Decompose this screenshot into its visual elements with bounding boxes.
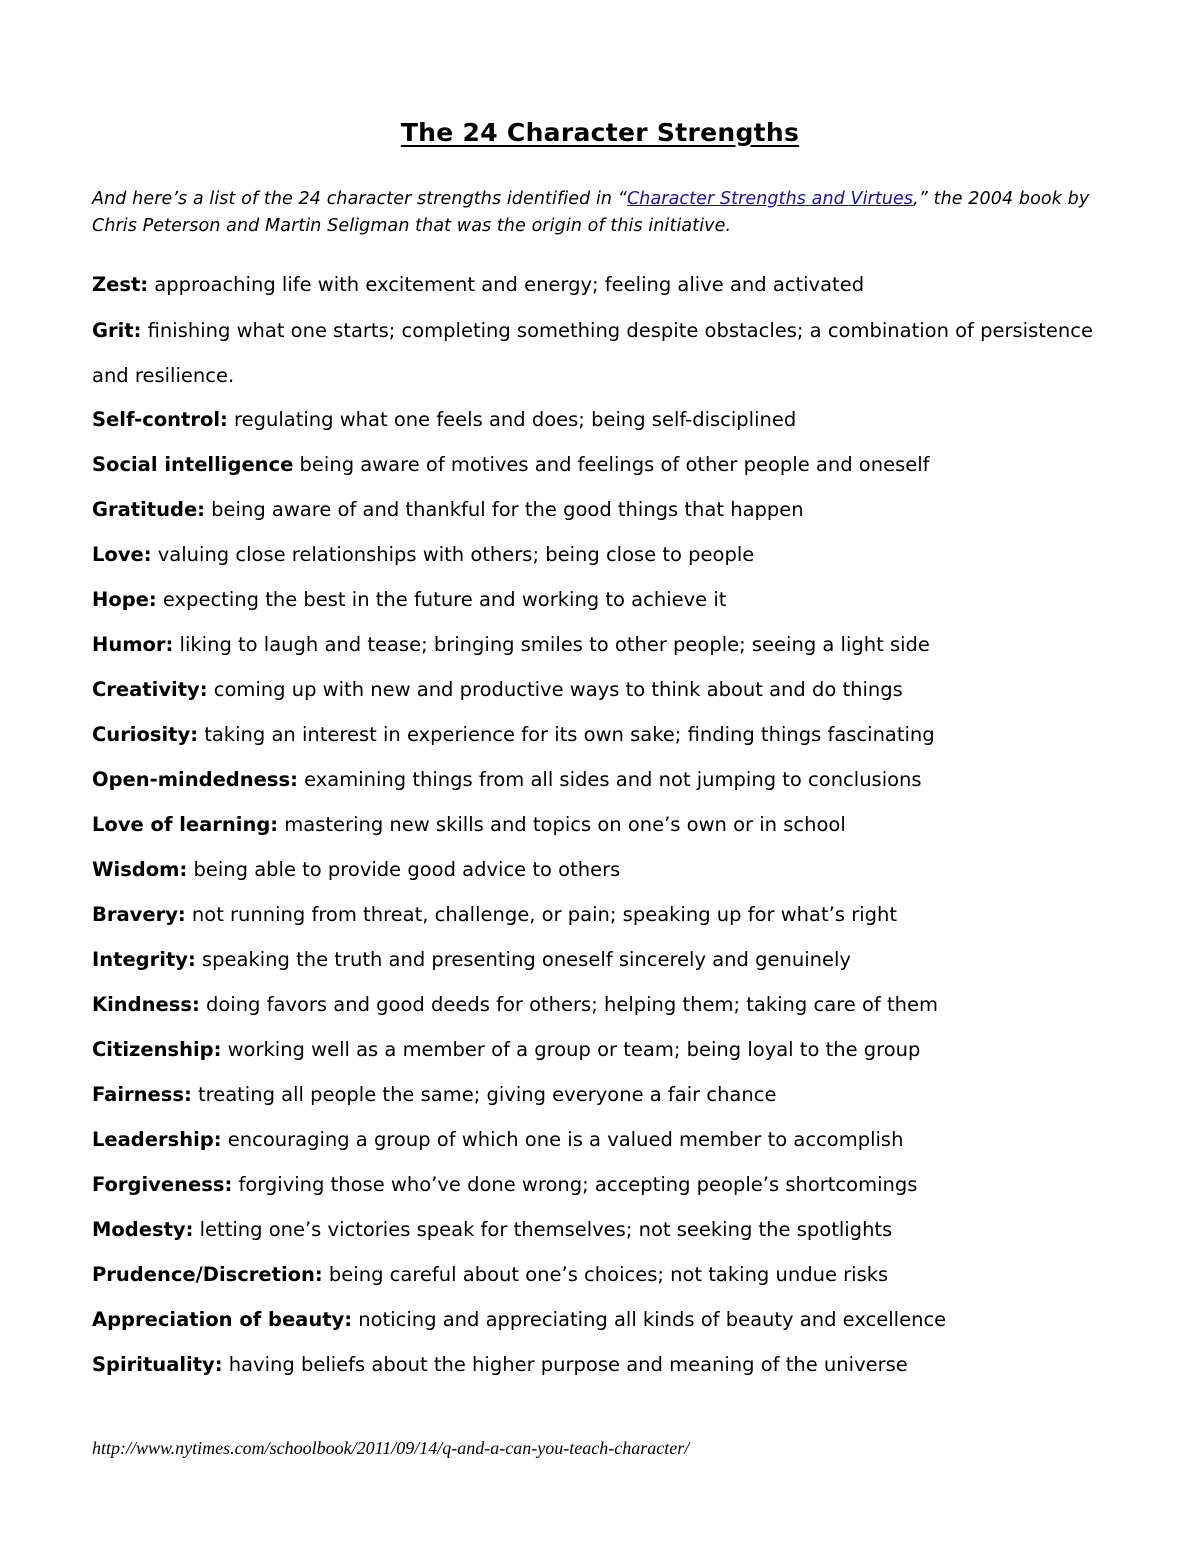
strength-term: Citizenship: <box>92 1038 222 1061</box>
strength-definition: speaking the truth and presenting oneself sincerely and genuinely <box>195 948 851 971</box>
strength-term: Bravery: <box>92 903 186 926</box>
strength-definition: expecting the best in the future and working to achieve it <box>156 588 727 611</box>
strength-item <box>92 1035 1132 1080</box>
strength-definition: being able to provide good advice to others <box>187 858 621 881</box>
strength-item <box>92 1260 1132 1305</box>
strength-item <box>92 585 1132 630</box>
strength-definition: forgiving those who’ve done wrong; accepting people’s shortcomings <box>232 1173 918 1196</box>
strength-item <box>92 810 1132 855</box>
strength-definition: encouraging a group of which one is a valued member to accomplish <box>221 1128 904 1151</box>
strength-definition: being aware of and thankful for the good things that happen <box>204 498 804 521</box>
strengths-list <box>92 270 1132 1395</box>
strength-item <box>92 855 1132 900</box>
strength-term: Modesty: <box>92 1218 194 1241</box>
strength-term: Gratitude: <box>92 498 205 521</box>
strength-term: Appreciation of beauty: <box>92 1308 353 1331</box>
strength-definition: liking to laugh and tease; bringing smiles to other people; seeing a light side <box>173 633 930 656</box>
strength-term: Love of learning: <box>92 813 279 836</box>
strength-definition: noticing and appreciating all kinds of beauty and excellence <box>352 1308 947 1331</box>
strength-definition: regulating what one feels and does; being self-disciplined <box>227 408 797 431</box>
strength-definition: examining things from all sides and not jumping to conclusions <box>297 768 922 791</box>
strength-item <box>92 900 1132 945</box>
strength-definition: treating all people the same; giving everyone a fair chance <box>191 1083 777 1106</box>
strength-item <box>92 308 1132 398</box>
strength-term: Love: <box>92 543 152 566</box>
strength-definition: approaching life with excitement and energy; feeling alive and activated <box>148 273 865 296</box>
strength-term: Grit: <box>92 319 142 342</box>
strength-item <box>92 1215 1132 1260</box>
strength-term: Curiosity: <box>92 723 199 746</box>
strength-term: Zest: <box>92 273 149 296</box>
strength-item <box>92 720 1132 765</box>
strength-item <box>92 1350 1132 1395</box>
strength-item <box>92 1125 1132 1170</box>
strength-definition: being careful about one’s choices; not taking undue risks <box>322 1263 889 1286</box>
intro-paragraph <box>92 186 1092 240</box>
strength-definition: having beliefs about the higher purpose and meaning of the universe <box>222 1353 908 1376</box>
strength-term: Creativity: <box>92 678 208 701</box>
strength-term: Forgiveness: <box>92 1173 233 1196</box>
strength-definition: coming up with new and productive ways to think about and do things <box>207 678 903 701</box>
strength-term: Open-mindedness: <box>92 768 298 791</box>
strength-definition: mastering new skills and topics on one’s own or in school <box>278 813 846 836</box>
strength-term: Kindness: <box>92 993 200 1016</box>
strength-term: Prudence/Discretion: <box>92 1263 323 1286</box>
source-url: http://www.nytimes.com/schoolbook/2011/09/14/q-and-a-can-you-teach-character/ <box>92 1438 690 1458</box>
strength-term: Wisdom: <box>92 858 188 881</box>
strength-item <box>92 540 1132 585</box>
strength-definition: being aware of motives and feelings of other people and oneself <box>293 453 930 476</box>
strength-definition: valuing close relationships with others; being close to people <box>151 543 755 566</box>
strength-term: Hope: <box>92 588 157 611</box>
strength-item <box>92 405 1132 450</box>
strength-item <box>92 495 1132 540</box>
strength-item <box>92 1170 1132 1215</box>
strength-item <box>92 675 1132 720</box>
strength-item <box>92 1305 1132 1350</box>
strength-term: Humor: <box>92 633 174 656</box>
page-title: The 24 Character Strengths <box>400 118 800 147</box>
strength-term: Integrity: <box>92 948 196 971</box>
strength-term: Fairness: <box>92 1083 192 1106</box>
strength-item <box>92 945 1132 990</box>
book-title-link[interactable]: Character Strengths and Virtues <box>626 189 914 209</box>
intro-text-before-link: And here’s a list of the 24 character strengths identified in “ <box>92 189 627 209</box>
strength-item <box>92 990 1132 1035</box>
strength-definition: doing favors and good deeds for others; helping them; taking care of them <box>199 993 938 1016</box>
intro-text-after-link: ,” the 2004 book by Chris Peterson and Martin Seligman that was the origin of this initiative. <box>92 189 1090 236</box>
strength-definition: finishing what one starts; completing something despite obstacles; a combination of persistence and resilience. <box>92 319 1093 387</box>
strength-definition: working well as a member of a group or team; being loyal to the group <box>221 1038 921 1061</box>
strength-definition: letting one’s victories speak for themselves; not seeking the spotlights <box>193 1218 893 1241</box>
strength-item <box>92 1080 1132 1125</box>
strength-term: Self-control: <box>92 408 228 431</box>
strength-item <box>92 450 1132 495</box>
strength-definition: taking an interest in experience for its own sake; finding things fascinating <box>198 723 935 746</box>
strength-term: Spirituality: <box>92 1353 223 1376</box>
strength-definition: not running from threat, challenge, or pain; speaking up for what’s right <box>185 903 898 926</box>
strength-item <box>92 765 1132 810</box>
strength-term: Social intelligence <box>92 453 294 476</box>
strength-item <box>92 630 1132 675</box>
strength-term: Leadership: <box>92 1128 222 1151</box>
